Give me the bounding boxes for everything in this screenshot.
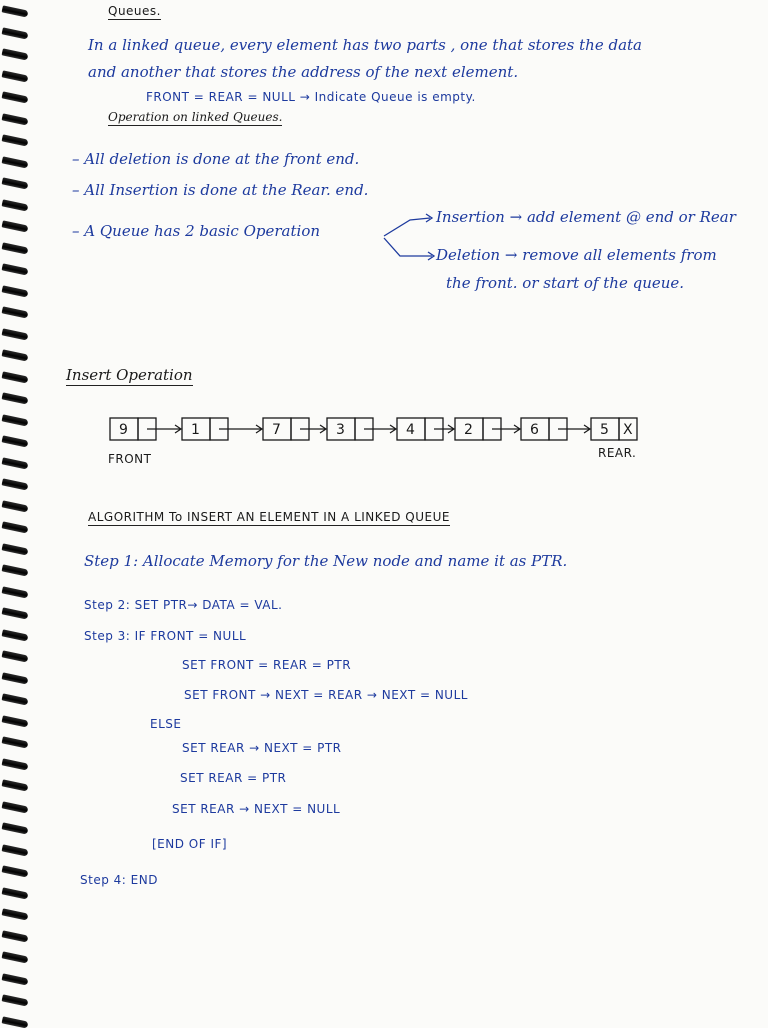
spiral-ring — [2, 650, 29, 662]
algorithm-step-3a: SET FRONT = REAR = PTR — [182, 658, 352, 672]
next-pointer-arrow — [300, 425, 326, 433]
node-value: 6 — [530, 422, 539, 438]
algorithm-else-b: SET REAR = PTR — [180, 771, 287, 785]
node-next-cell — [549, 418, 567, 440]
node-next-cell — [619, 418, 637, 440]
queue-node-7 — [263, 418, 326, 440]
spiral-ring — [2, 113, 29, 125]
spiral-ring — [2, 48, 29, 60]
algorithm-step-3b: SET FRONT → NEXT = REAR → NEXT = NULL — [184, 688, 468, 702]
queue-node-5 — [591, 418, 637, 440]
spiral-ring — [2, 27, 29, 39]
spiral-ring — [2, 930, 29, 942]
spiral-ring — [2, 177, 29, 189]
spiral-ring — [2, 693, 29, 705]
node-value: 3 — [336, 422, 345, 438]
node-data-cell — [110, 418, 138, 440]
spiral-ring — [2, 973, 29, 985]
node-data-cell — [591, 418, 619, 440]
next-pointer-arrow — [434, 425, 454, 433]
node-value: 7 — [272, 422, 281, 438]
spiral-ring — [2, 478, 29, 490]
next-pointer-arrow — [147, 425, 181, 433]
next-pointer-arrow — [558, 425, 590, 433]
spiral-ring — [2, 91, 29, 103]
node-data-cell — [521, 418, 549, 440]
spiral-ring — [2, 908, 29, 920]
algorithm-end-if: [END OF IF] — [152, 837, 228, 851]
spiral-ring — [2, 500, 29, 512]
spiral-ring — [2, 242, 29, 254]
spiral-binding — [0, 0, 40, 1024]
operation-bullet-1: – All deletion is done at the front end. — [72, 150, 360, 168]
algorithm-step-3: Step 3: IF FRONT = NULL — [84, 629, 247, 643]
spiral-ring — [2, 1016, 29, 1028]
spiral-ring — [2, 199, 29, 211]
next-pointer-arrow — [364, 425, 396, 433]
spiral-ring — [2, 414, 29, 426]
null-pointer-mark: X — [623, 422, 633, 438]
node-value: 5 — [600, 422, 609, 438]
algorithm-else-c: SET REAR → NEXT = NULL — [172, 802, 341, 816]
spiral-ring — [2, 349, 29, 361]
front-label: FRONT — [108, 452, 152, 466]
spiral-ring — [2, 564, 29, 576]
node-next-cell — [483, 418, 501, 440]
node-value: 1 — [191, 422, 200, 438]
spiral-ring — [2, 801, 29, 813]
intro-line-1: In a linked queue, every element has two parts , one that stores the data — [88, 36, 642, 54]
queue-node-4 — [397, 418, 454, 440]
spiral-ring — [2, 392, 29, 404]
node-next-cell — [291, 418, 309, 440]
operation-branch-deletion-1: Deletion → remove all elements from — [436, 246, 717, 264]
node-value: 2 — [464, 422, 473, 438]
next-pointer-arrow — [219, 425, 262, 433]
spiral-ring — [2, 328, 29, 340]
insert-operation-heading: Insert Operation — [66, 366, 193, 384]
algorithm-step-2: Step 2: SET PTR→ DATA = VAL. — [84, 598, 283, 612]
operation-bullet-2: – All Insertion is done at the Rear. end. — [72, 181, 369, 199]
algorithm-else: ELSE — [150, 717, 182, 731]
spiral-ring — [2, 994, 29, 1006]
algorithm-step-1: Step 1: Allocate Memory for the New node and name it as PTR. — [84, 552, 568, 570]
spiral-ring — [2, 156, 29, 168]
node-next-cell — [355, 418, 373, 440]
spiral-ring — [2, 435, 29, 447]
spiral-ring — [2, 736, 29, 748]
spiral-ring — [2, 715, 29, 727]
spiral-ring — [2, 371, 29, 383]
spiral-ring — [2, 758, 29, 770]
queue-node-6 — [521, 418, 590, 440]
node-value: 9 — [119, 422, 128, 438]
rear-label: REAR. — [598, 446, 637, 460]
queue-node-3 — [327, 418, 396, 440]
spiral-ring — [2, 586, 29, 598]
queue-node-2 — [455, 418, 520, 440]
algorithm-heading: ALGORITHM To INSERT AN ELEMENT IN A LINKED QUEUE — [88, 510, 450, 524]
queue-node-9 — [110, 418, 181, 440]
node-value: 4 — [406, 422, 415, 438]
next-pointer-arrow — [492, 425, 520, 433]
node-data-cell — [455, 418, 483, 440]
spiral-ring — [2, 543, 29, 555]
operation-branch-insertion: Insertion → add element @ end or Rear — [436, 208, 736, 226]
spiral-ring — [2, 844, 29, 856]
spiral-ring — [2, 607, 29, 619]
spiral-ring — [2, 457, 29, 469]
spiral-ring — [2, 779, 29, 791]
spiral-ring — [2, 285, 29, 297]
spiral-ring — [2, 951, 29, 963]
spiral-ring — [2, 134, 29, 146]
spiral-ring — [2, 672, 29, 684]
queue-node-1 — [182, 418, 262, 440]
node-data-cell — [263, 418, 291, 440]
operations-heading: Operation on linked Queues. — [108, 110, 283, 124]
spiral-ring — [2, 822, 29, 834]
spiral-ring — [2, 887, 29, 899]
spiral-ring — [2, 220, 29, 232]
spiral-ring — [2, 865, 29, 877]
operation-branch-deletion-2: the front. or start of the queue. — [446, 274, 685, 292]
spiral-ring — [2, 263, 29, 275]
operation-bullet-3: – A Queue has 2 basic Operation — [72, 222, 321, 240]
node-next-cell — [138, 418, 156, 440]
intro-line-2: and another that stores the address of the next element. — [88, 63, 519, 81]
algorithm-step-4: Step 4: END — [80, 873, 158, 887]
spiral-ring — [2, 629, 29, 641]
node-data-cell — [327, 418, 355, 440]
page-title: Queues. — [108, 4, 161, 18]
node-next-cell — [210, 418, 228, 440]
spiral-ring — [2, 306, 29, 318]
spiral-ring — [2, 521, 29, 533]
node-next-cell — [425, 418, 443, 440]
algorithm-else-a: SET REAR → NEXT = PTR — [182, 741, 342, 755]
node-data-cell — [397, 418, 425, 440]
intro-line-3: FRONT = REAR = NULL → Indicate Queue is empty. — [146, 90, 476, 104]
spiral-ring — [2, 5, 29, 17]
node-data-cell — [182, 418, 210, 440]
spiral-ring — [2, 70, 29, 82]
